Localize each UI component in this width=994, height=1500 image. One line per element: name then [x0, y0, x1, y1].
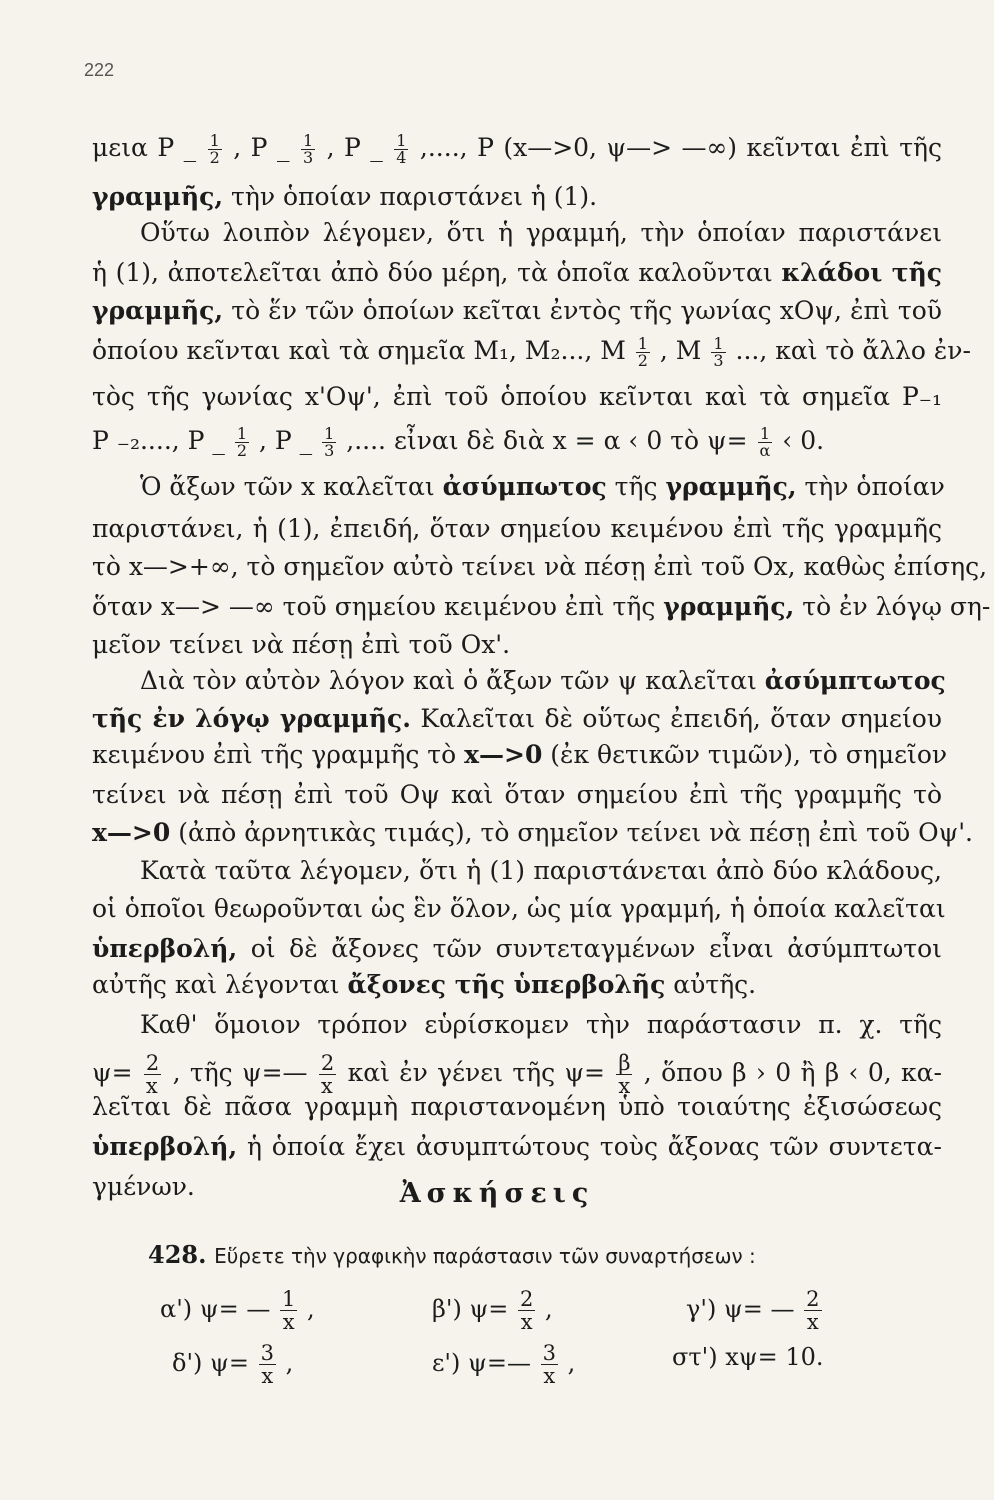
- text-line: λεῖται δὲ πᾶσα γραμμὴ παριστανομένη ὑπὸ τοιαύτης ἐξισώσεως: [92, 1092, 942, 1121]
- fraction: $\frac{1}{2}$: [236, 424, 248, 460]
- text-line: Ὁ ἄξων τῶν x καλεῖται ἀσύμπωτος τῆς γραμμῆς, τὴν ὁποίαν: [140, 472, 945, 501]
- exercise-item: ε') ψ=— $\frac{3}{x}$ ,: [432, 1341, 576, 1388]
- fraction: $\frac{1}{\alpha}$: [759, 424, 771, 460]
- fraction: $\frac{1}{3}$: [302, 131, 314, 167]
- text-line: κειμένου ἐπὶ τῆς γραμμῆς τὸ x—>0 (ἐκ θετικῶν τιμῶν), τὸ σημεῖον: [92, 740, 948, 769]
- text-line: Διὰ τὸν αὐτὸν λόγον καὶ ὁ ἄξων τῶν ψ καλεῖται ἀσύμπτωτος: [140, 666, 946, 695]
- text-line: Κατὰ ταῦτα λέγομεν, ὅτι ἡ (1) παριστάνεται ἀπὸ δύο κλάδους,: [140, 856, 942, 885]
- text-line: τὸς τῆς γωνίας x'Οψ', ἐπὶ τοῦ ὁποίου κεῖνται καὶ τὰ σημεῖα P₋₁: [92, 382, 942, 411]
- fraction: $\frac{2}{x}$: [806, 1287, 820, 1334]
- exercise-number: 428.: [148, 1240, 207, 1269]
- text-line: παριστάνει, ἡ (1), ἐπειδή, ὅταν σημείου κειμένου ἐπὶ τῆς γραμμῆς: [92, 514, 942, 543]
- fraction: $\frac{3}{x}$: [260, 1341, 274, 1388]
- text-line: γραμμῆς, τὸ ἕν τῶν ὁποίων κεῖται ἐντὸς τῆς γωνίας xΟψ, ἐπὶ τοῦ: [92, 296, 942, 325]
- text-line: τὸ x—>+∞, τὸ σημεῖον αὐτὸ τείνει νὰ πέσῃ ἐπὶ τοῦ Οx, καθὼς ἐπίσης,: [92, 552, 988, 581]
- text-line: τείνει νὰ πέσῃ ἐπὶ τοῦ Οψ καὶ ὅταν σημείου ἐπὶ τῆς γραμμῆς τὸ: [92, 780, 942, 809]
- fraction: $\frac{1}{3}$: [324, 424, 335, 460]
- exercise-item: στ') xψ= 10.: [672, 1343, 824, 1371]
- text-line: Οὕτω λοιπὸν λέγομεν, ὅτι ἡ γραμμή, τὴν ὁποίαν παριστάνει: [140, 218, 942, 247]
- text-line: ἡ (1), ἀποτελεῖται ἀπὸ δύο μέρη, τὰ ὁποῖα καλοῦνται κλάδοι τῆς: [92, 258, 942, 287]
- page-number: 222: [84, 60, 115, 80]
- text-line: P ₋₂...., P _ $\frac{1}{2}$ , P _ $\frac{1}{3}$ ,.... εἶναι δὲ διὰ x = α ‹ 0 τὸ ψ= $\frac{1}{\alpha}$ ‹ 0.: [92, 424, 825, 460]
- fraction: $\frac{1}{x}$: [281, 1287, 296, 1334]
- fraction: $\frac{1}{2}$: [209, 131, 220, 167]
- text-line: ὁποίου κεῖνται καὶ τὰ σημεῖα M₁, M₂..., M $\frac{1}{2}$ , M $\frac{1}{3}$ ..., καὶ τὸ ἄλλο ἐν-: [92, 334, 971, 370]
- text-line: γμένων.: [92, 1172, 195, 1201]
- fraction: $\frac{2}{x}$: [145, 1051, 160, 1098]
- fraction: $\frac{2}{x}$: [320, 1051, 335, 1098]
- text-line: ὑπερβολή, ἡ ὁποία ἔχει ἀσυμπτώτους τοὺς ἄξονας τῶν συντετα-: [92, 1132, 942, 1161]
- fraction: $\frac{\beta}{x}$: [618, 1051, 631, 1098]
- fraction: $\frac{1}{4}$: [396, 131, 407, 167]
- exercise-item: β') ψ= $\frac{2}{x}$ ,: [432, 1287, 553, 1334]
- text-line: τῆς ἐν λόγῳ γραμμῆς. Καλεῖται δὲ οὕτως ἐπειδή, ὅταν σημείου: [92, 704, 943, 733]
- exercise-item: δ') ψ= $\frac{3}{x}$ ,: [172, 1341, 294, 1388]
- text-line: x—>0 (ἀπὸ ἀρνητικὰς τιμάς), τὸ σημεῖον τείνει νὰ πέσῃ ἐπὶ τοῦ Οψ'.: [92, 818, 974, 847]
- text-line: οἱ ὁποῖοι θεωροῦνται ὡς ἓν ὅλον, ὡς μία γραμμή, ἡ ὁποία καλεῖται: [92, 894, 946, 923]
- fraction: $\frac{2}{x}$: [520, 1287, 534, 1334]
- text-line: ὅταν x—> —∞ τοῦ σημείου κειμένου ἐπὶ τῆς γραμμῆς, τὸ ἐν λόγῳ ση-: [92, 592, 991, 621]
- fraction: $\frac{1}{2}$: [637, 334, 648, 370]
- fraction: $\frac{1}{3}$: [713, 334, 724, 370]
- exercise-item: γ') ψ= — $\frac{2}{x}$: [686, 1287, 820, 1334]
- text-line: γραμμῆς, τὴν ὁποίαν παριστάνει ἡ (1).: [92, 182, 598, 211]
- exercise-prompt: Εὕρετε τὴν γραφικὴν παράστασιν τῶν συναρτήσεων :: [214, 1244, 756, 1268]
- fraction: $\frac{3}{x}$: [542, 1341, 556, 1388]
- exercise-line: [148, 1240, 756, 1271]
- exercise-item: α') ψ= — $\frac{1}{x}$ ,: [160, 1287, 315, 1334]
- text-line: μεια P _ $\frac{1}{2}$ , P _ $\frac{1}{3}$ , P _ $\frac{1}{4}$ ,...., P (x—>0, ψ—> —∞) κεῖνται ἐπὶ τῆς: [92, 131, 943, 167]
- section-heading: Ἀσκήσεις: [399, 1178, 595, 1209]
- text-line: Καθ' ὅμοιον τρόπον εὑρίσκομεν τὴν παράστασιν π. χ. τῆς: [140, 1010, 942, 1039]
- text-line: μεῖον τείνει νὰ πέσῃ ἐπὶ τοῦ Οx'.: [92, 630, 511, 659]
- text-line: ψ= $\frac{2}{x}$ , τῆς ψ=— $\frac{2}{x}$ καὶ ἐν γένει τῆς ψ= $\frac{\beta}{x}$ , ὅπου β › 0 ἢ β ‹ 0, κα-: [92, 1051, 942, 1098]
- text-line: αὐτῆς καὶ λέγονται ἄξονες τῆς ὑπερβολῆς αὐτῆς.: [92, 970, 757, 999]
- text-line: ὑπερβολή, οἱ δὲ ἄξονες τῶν συντεταγμένων εἶναι ἀσύμπτωτοι: [92, 934, 942, 963]
